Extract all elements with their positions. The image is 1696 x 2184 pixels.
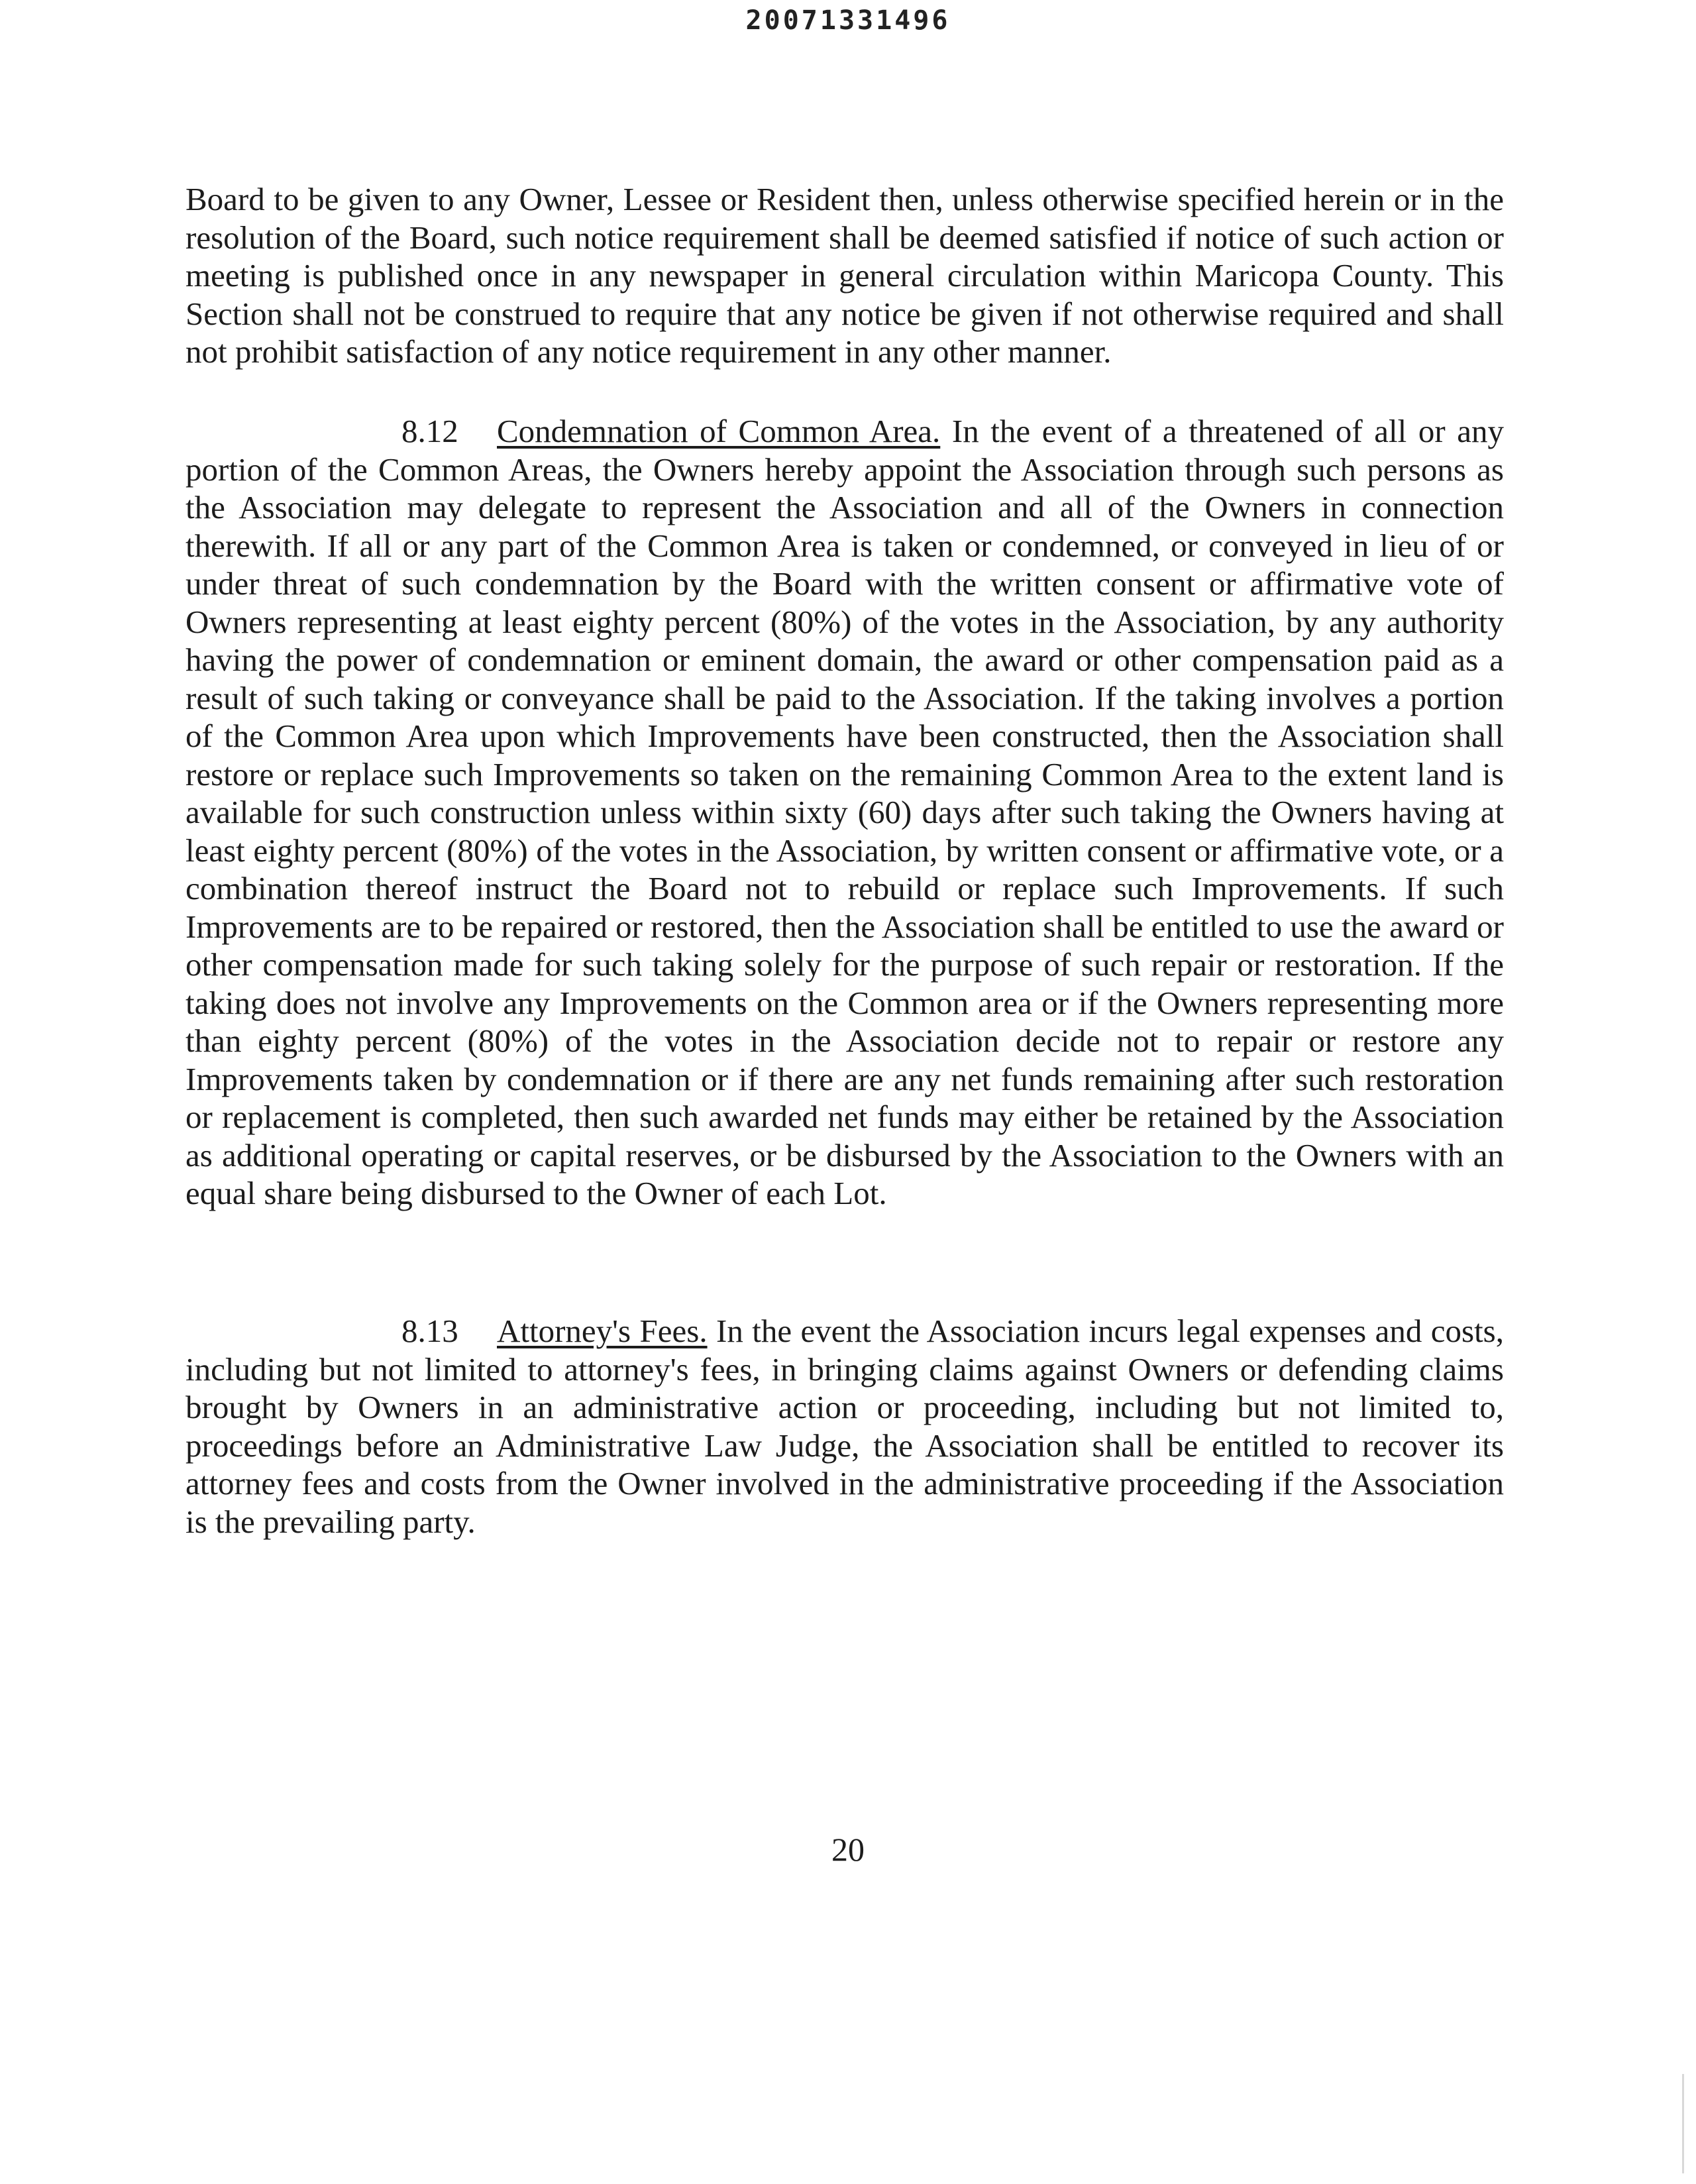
- section-8-13-attorneys-fees: [186, 1312, 1504, 1541]
- section-8-12-condemnation: [186, 412, 1504, 1213]
- recording-number: 20071331496: [745, 5, 951, 36]
- paragraph-text: Board to be given to any Owner, Lessee or Resident then, unless otherwise specified herein or in the resolution of the Board, such notice requirement shall be deemed satisfied if notice of such action or meeting is published once in any newspaper in general circulation within Maricopa County. This Section shall not be construed to require that any notice be given if not otherwise required and shall not prohibit satisfaction of any notice requirement in any other manner.: [186, 181, 1504, 370]
- section-text: In the event of a threatened of all or any portion of the Common Areas, the Owners hereby appoint the Association through such persons as the Association may delegate to represent the Association and all of the Owners in connection therewith. If all or any part of the Common Area is taken or condemned, or conveyed in lieu of or under threat of such condemnation by the Board with the written consent or affirmative vote of Owners representing at least eighty percent (80%) of the votes in the Association, by any authority having the power of condemnation or eminent domain, the award or other compensation paid as a result of such taking or conveyance shall be paid to the Association. If the taking involves a portion of the Common Area upon which Improvements have been constructed, then the Association shall restore or replace such Improvements so taken on the remaining Common Area to the extent land is available for such construction unless within sixty (60) days after such taking the Owners having at least eighty percent (80%) of the votes in the Association, by written consent or affirmative vote, or a combination thereof instruct the Board not to rebuild or replace such Improvements. If such Improvements are to be repaired or restored, then the Association shall be entitled to use the award or other compensation made for such taking solely for the purpose of such repair or restoration. If the taking does not involve any Improvements on the Common area or if the Owners representing more than eighty percent (80%) of the votes in the Association decide not to repair or restore any Improvements taken by condemnation or if there are any net funds remaining after such restoration or replacement is completed, then such awarded net funds may either be retained by the Association as additional operating or capital reserves, or be disbursed by the Association to the Owners with an equal share being disbursed to the Owner of each Lot.: [186, 413, 1505, 1211]
- paragraph-notice-continuation: [186, 180, 1504, 371]
- scan-edge-mark: [1682, 2074, 1684, 2173]
- section-heading: Attorney's Fees.: [497, 1313, 708, 1349]
- section-number: 8.13: [401, 1313, 458, 1349]
- section-text: In the event the Association incurs legal expenses and costs, including but not limited to attorney's fees, in bringing claims against Owners or defending claims brought by Owners in an administrative action or proceeding, including but not limited to, proceedings before an Administrative Law Judge, the Association shall be entitled to recover its attorney fees and costs from the Owner involved in the administrative proceeding if the Association is the prevailing party.: [186, 1313, 1505, 1540]
- section-heading: Condemnation of Common Area.: [497, 413, 941, 449]
- section-number: 8.12: [401, 413, 458, 449]
- page-number: 20: [831, 1831, 865, 1868]
